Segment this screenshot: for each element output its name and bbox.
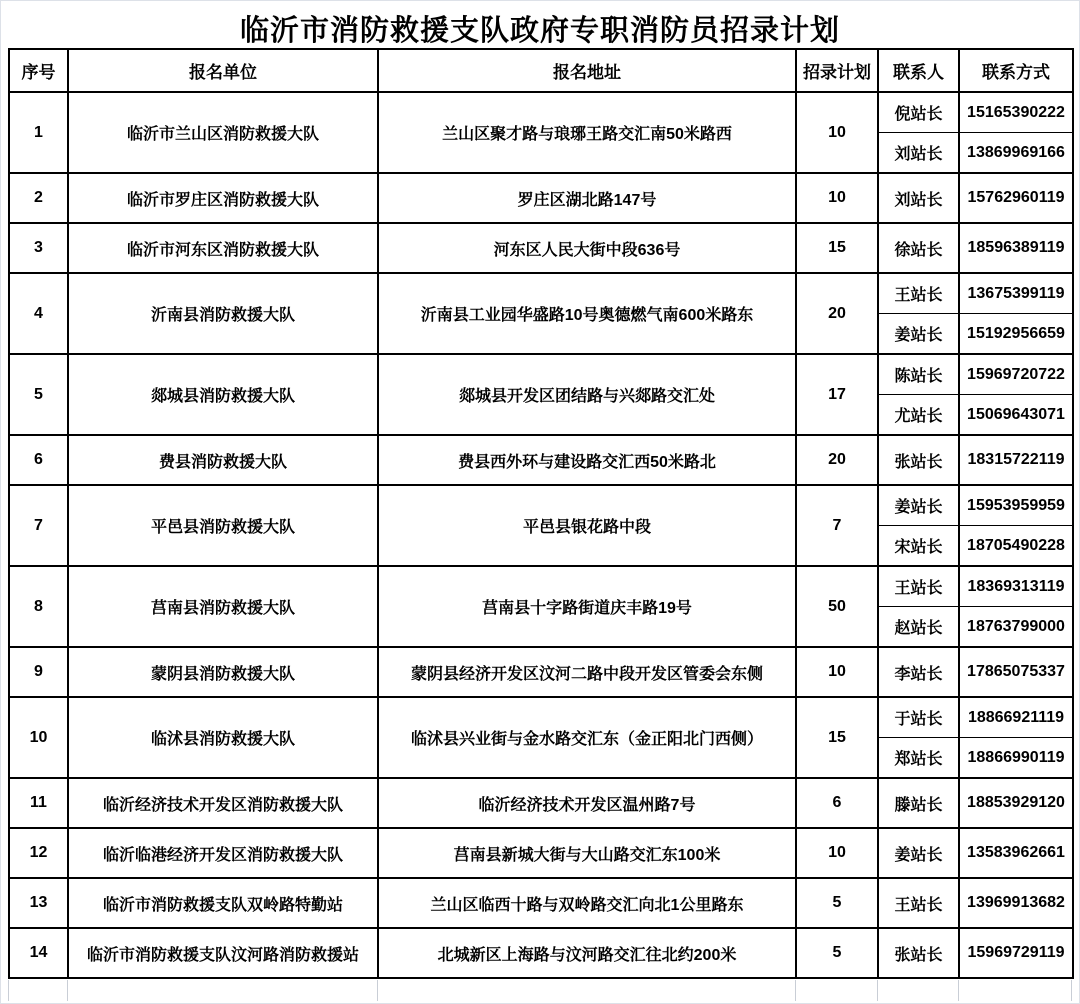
plan-cell: 50 <box>796 566 878 647</box>
faint-gridline <box>1071 980 1072 1001</box>
contact-phone-cell: 15069643071 <box>959 395 1073 436</box>
plan-cell: 15 <box>796 223 878 273</box>
contact-phone-cell: 15762960119 <box>959 173 1073 223</box>
row-number-cell: 3 <box>9 223 68 273</box>
unit-cell: 临沂临港经济开发区消防救援大队 <box>68 828 378 878</box>
contact-phone-cell: 15953959959 <box>959 485 1073 526</box>
contact-name-cell: 姜站长 <box>878 485 959 526</box>
faint-gridline <box>377 980 378 1001</box>
plan-cell: 7 <box>796 485 878 566</box>
contact-name-cell: 姜站长 <box>878 828 959 878</box>
table-row <box>9 435 1073 485</box>
contact-phone-cell: 15969720722 <box>959 354 1073 395</box>
contact-name-cell: 张站长 <box>878 435 959 485</box>
row-number-cell: 14 <box>9 928 68 978</box>
address-cell: 费县西外环与建设路交汇西50米路北 <box>378 435 796 485</box>
address-cell: 兰山区临西十路与双岭路交汇向北1公里路东 <box>378 878 796 928</box>
table-row <box>9 223 1073 273</box>
table-row <box>9 92 1073 133</box>
recruitment-table <box>8 48 1074 979</box>
faint-gridline <box>958 980 959 1001</box>
table-row <box>9 647 1073 697</box>
table-row <box>9 173 1073 223</box>
address-cell: 罗庄区湖北路147号 <box>378 173 796 223</box>
address-cell: 临沂经济技术开发区温州路7号 <box>378 778 796 828</box>
contact-phone-cell: 13675399119 <box>959 273 1073 314</box>
plan-cell: 20 <box>796 435 878 485</box>
table-header <box>9 49 1073 92</box>
contact-name-cell: 郑站长 <box>878 738 959 779</box>
address-cell: 莒南县十字路街道庆丰路19号 <box>378 566 796 647</box>
row-number-cell: 13 <box>9 878 68 928</box>
table-row <box>9 928 1073 978</box>
plan-cell: 20 <box>796 273 878 354</box>
contact-name-cell: 李站长 <box>878 647 959 697</box>
contact-phone-cell: 18369313119 <box>959 566 1073 607</box>
plan-cell: 17 <box>796 354 878 435</box>
header-contact-person: 联系人 <box>878 49 959 92</box>
faint-gridline <box>877 980 878 1001</box>
table-row <box>9 354 1073 395</box>
address-cell: 河东区人民大街中段636号 <box>378 223 796 273</box>
contact-name-cell: 刘站长 <box>878 173 959 223</box>
contact-name-cell: 张站长 <box>878 928 959 978</box>
contact-phone-cell: 17865075337 <box>959 647 1073 697</box>
row-number-cell: 4 <box>9 273 68 354</box>
unit-cell: 临沂经济技术开发区消防救援大队 <box>68 778 378 828</box>
header-row <box>9 49 1073 92</box>
row-number-cell: 12 <box>9 828 68 878</box>
unit-cell: 临沂市消防救援支队双岭路特勤站 <box>68 878 378 928</box>
unit-cell: 临沂市消防救援支队汶河路消防救援站 <box>68 928 378 978</box>
unit-cell: 平邑县消防救援大队 <box>68 485 378 566</box>
row-number-cell: 7 <box>9 485 68 566</box>
unit-cell: 费县消防救援大队 <box>68 435 378 485</box>
contact-phone-cell: 15165390222 <box>959 92 1073 133</box>
header-recruitment-plan: 招录计划 <box>796 49 878 92</box>
unit-cell: 莒南县消防救援大队 <box>68 566 378 647</box>
table-row <box>9 778 1073 828</box>
contact-name-cell: 倪站长 <box>878 92 959 133</box>
contact-phone-cell: 13869969166 <box>959 133 1073 174</box>
address-cell: 郯城县开发区团结路与兴郯路交汇处 <box>378 354 796 435</box>
unit-cell: 郯城县消防救援大队 <box>68 354 378 435</box>
contact-phone-cell: 18853929120 <box>959 778 1073 828</box>
address-cell: 莒南县新城大街与大山路交汇东100米 <box>378 828 796 878</box>
table-row <box>9 485 1073 526</box>
contact-name-cell: 于站长 <box>878 697 959 738</box>
unit-cell: 临沂市罗庄区消防救援大队 <box>68 173 378 223</box>
contact-phone-cell: 18763799000 <box>959 607 1073 648</box>
contact-name-cell: 王站长 <box>878 878 959 928</box>
table-row <box>9 273 1073 314</box>
address-cell: 蒙阴县经济开发区汶河二路中段开发区管委会东侧 <box>378 647 796 697</box>
row-number-cell: 5 <box>9 354 68 435</box>
faint-gridline <box>8 980 9 1001</box>
address-cell: 北城新区上海路与汶河路交汇往北约200米 <box>378 928 796 978</box>
faint-gridline <box>67 980 68 1001</box>
plan-cell: 6 <box>796 778 878 828</box>
row-number-cell: 1 <box>9 92 68 173</box>
contact-phone-cell: 18866990119 <box>959 738 1073 779</box>
plan-cell: 10 <box>796 173 878 223</box>
table-row <box>9 828 1073 878</box>
plan-cell: 5 <box>796 928 878 978</box>
contact-phone-cell: 18315722119 <box>959 435 1073 485</box>
page-title: 临沂市消防救援支队政府专职消防员招录计划 <box>239 15 840 47</box>
address-cell: 兰山区聚才路与琅琊王路交汇南50米路西 <box>378 92 796 173</box>
unit-cell: 蒙阴县消防救援大队 <box>68 647 378 697</box>
table-row <box>9 697 1073 738</box>
header-registration-address: 报名地址 <box>378 49 796 92</box>
contact-name-cell: 刘站长 <box>878 133 959 174</box>
contact-name-cell: 姜站长 <box>878 314 959 355</box>
unit-cell: 沂南县消防救援大队 <box>68 273 378 354</box>
table-row <box>9 566 1073 607</box>
unit-cell: 临沭县消防救援大队 <box>68 697 378 778</box>
contact-phone-cell: 15192956659 <box>959 314 1073 355</box>
plan-cell: 10 <box>796 647 878 697</box>
plan-cell: 15 <box>796 697 878 778</box>
contact-name-cell: 王站长 <box>878 273 959 314</box>
address-cell: 沂南县工业园华盛路10号奥德燃气南600米路东 <box>378 273 796 354</box>
row-number-cell: 11 <box>9 778 68 828</box>
row-number-cell: 10 <box>9 697 68 778</box>
cutoff-gridlines <box>8 979 1072 1001</box>
unit-cell: 临沂市兰山区消防救援大队 <box>68 92 378 173</box>
contact-phone-cell: 13969913682 <box>959 878 1073 928</box>
contact-phone-cell: 13583962661 <box>959 828 1073 878</box>
address-cell: 临沭县兴业街与金水路交汇东（金正阳北门西侧） <box>378 697 796 778</box>
contact-name-cell: 陈站长 <box>878 354 959 395</box>
plan-cell: 10 <box>796 92 878 173</box>
header-serial-number: 序号 <box>9 49 68 92</box>
unit-cell: 临沂市河东区消防救援大队 <box>68 223 378 273</box>
header-contact-info: 联系方式 <box>959 49 1073 92</box>
row-number-cell: 6 <box>9 435 68 485</box>
faint-gridline <box>795 980 796 1001</box>
contact-phone-cell: 18705490228 <box>959 526 1073 567</box>
table-body <box>9 92 1073 978</box>
row-number-cell: 9 <box>9 647 68 697</box>
contact-phone-cell: 15969729119 <box>959 928 1073 978</box>
contact-name-cell: 徐站长 <box>878 223 959 273</box>
contact-phone-cell: 18866921119 <box>959 697 1073 738</box>
contact-name-cell: 宋站长 <box>878 526 959 567</box>
row-number-cell: 2 <box>9 173 68 223</box>
table-row <box>9 878 1073 928</box>
contact-name-cell: 赵站长 <box>878 607 959 648</box>
plan-cell: 5 <box>796 878 878 928</box>
address-cell: 平邑县银花路中段 <box>378 485 796 566</box>
row-number-cell: 8 <box>9 566 68 647</box>
contact-name-cell: 尤站长 <box>878 395 959 436</box>
plan-cell: 10 <box>796 828 878 878</box>
header-registration-unit: 报名单位 <box>68 49 378 92</box>
contact-name-cell: 滕站长 <box>878 778 959 828</box>
contact-phone-cell: 18596389119 <box>959 223 1073 273</box>
contact-name-cell: 王站长 <box>878 566 959 607</box>
